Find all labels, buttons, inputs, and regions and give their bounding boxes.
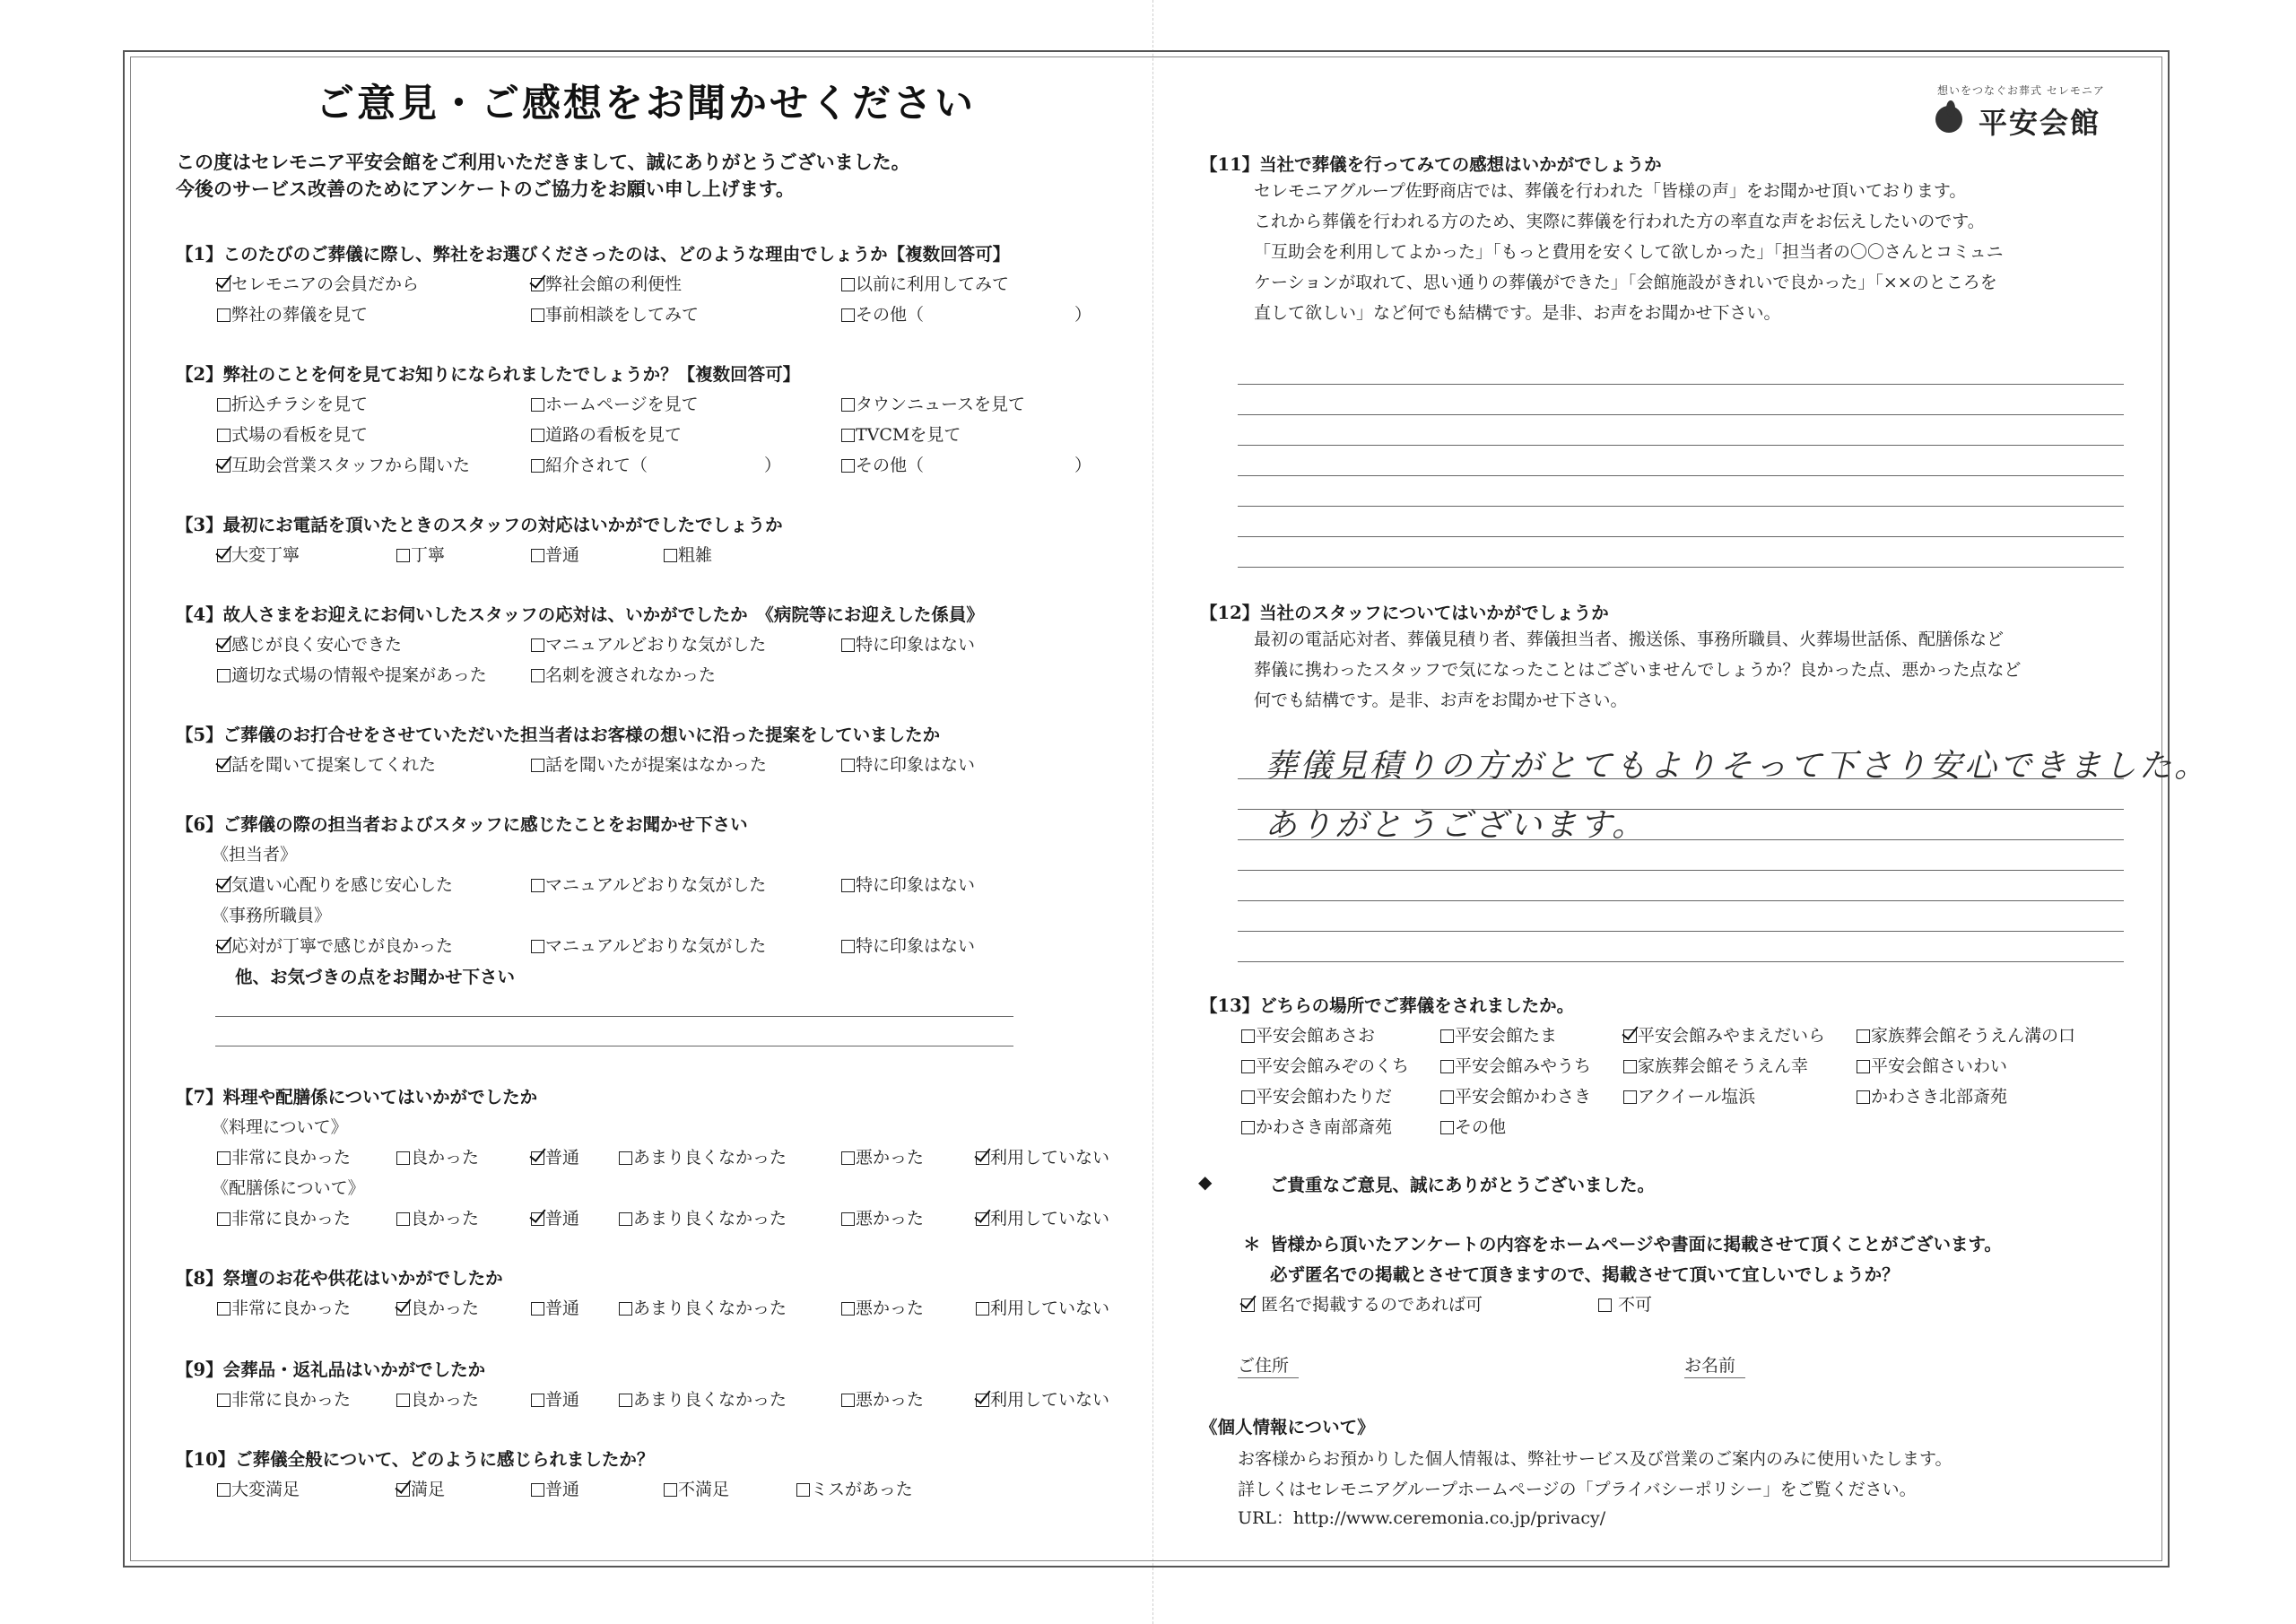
checkbox[interactable]	[1241, 1029, 1255, 1043]
q9-option[interactable]: 非常に良かった	[217, 1386, 351, 1411]
checkbox[interactable]	[841, 429, 855, 442]
checkbox[interactable]	[531, 459, 544, 473]
q6-answer-line[interactable]	[215, 1016, 1013, 1017]
q7-food-option[interactable]: 普通	[531, 1144, 579, 1168]
checkbox-checked[interactable]	[217, 638, 230, 652]
checkbox[interactable]	[664, 549, 677, 562]
q4-option[interactable]: 名刺を渡されなかった	[531, 662, 716, 686]
checkbox[interactable]	[841, 398, 855, 412]
q12-answer-line[interactable]	[1238, 839, 2124, 840]
q7-serving-option[interactable]: 普通	[531, 1205, 579, 1229]
q13-option[interactable]: かわさき南部斎苑	[1241, 1114, 1392, 1138]
q11-text-line: これから葬儀を行われる方のため、実際に葬儀を行われた方の率直な声をお伝えしたいのです。	[1254, 212, 1985, 231]
checkbox[interactable]	[217, 429, 230, 442]
checkbox[interactable]	[531, 308, 544, 322]
checkbox[interactable]	[619, 1394, 632, 1407]
logo-tagline: 想いをつなぐお葬式 セレモニア	[1937, 84, 2105, 97]
checkbox-checked[interactable]	[217, 549, 230, 562]
q12-answer-line[interactable]	[1238, 870, 2124, 871]
q13-title: 【13】どちらの場所でご葬儀をされましたか。	[1200, 995, 1575, 1016]
q9-option[interactable]: あまり良くなかった	[619, 1386, 787, 1411]
q1-option[interactable]: 弊社の葬儀を見て	[217, 301, 368, 326]
checkbox[interactable]	[841, 638, 855, 652]
q3-option[interactable]: 大変丁寧	[217, 542, 300, 566]
q3-title: 【3】最初にお電話を頂いたときのスタッフの対応はいかがでしたでしょうか	[176, 515, 783, 535]
q11-answer-line[interactable]	[1238, 384, 2124, 385]
q6-option[interactable]: 気遣い心配りを感じ安心した	[217, 872, 453, 896]
checkbox[interactable]	[841, 1212, 855, 1226]
q1-title: 【1】このたびのご葬儀に際し、弊社をお選びくださったのは、どのような理由でしょうか【複数回答可】	[176, 244, 1011, 265]
q7-serving-option[interactable]: 良かった	[396, 1205, 479, 1229]
q2-title: 【2】弊社のことを何を見てお知りになられましたでしょうか？【複数回答可】	[176, 364, 801, 385]
checkbox[interactable]	[841, 1394, 855, 1407]
checkbox[interactable]	[217, 1212, 230, 1226]
privacy-title: 《個人情報について》	[1200, 1417, 1375, 1437]
publish-text-line: 必ず匿名での掲載とさせて頂きますので、掲載させて頂いて宜しいでしょうか？	[1270, 1264, 1900, 1285]
q3-option[interactable]: 丁寧	[396, 542, 445, 566]
q2-option[interactable]: ホームページを見て	[531, 391, 699, 415]
q1-option[interactable]: セレモニアの会員だから	[217, 271, 419, 295]
q12-text-line: 葬儀に携わったスタッフで気になったことはございませんでしょうか？良かった点、悪かった点など	[1254, 660, 2022, 680]
checkbox[interactable]	[1241, 1060, 1255, 1073]
checkbox[interactable]	[1857, 1029, 1870, 1043]
checkbox-checked[interactable]	[396, 1483, 410, 1497]
q9-option[interactable]: 普通	[531, 1386, 579, 1411]
q10-option[interactable]: 満足	[396, 1476, 445, 1500]
checkbox[interactable]	[1241, 1121, 1255, 1134]
q6-title: 【6】ご葬儀の際の担当者およびスタッフに感じたことをお聞かせ下さい	[176, 814, 748, 835]
checkbox[interactable]	[841, 459, 855, 473]
checkbox[interactable]	[1440, 1060, 1454, 1073]
publish-option-anonymous[interactable]: 匿名で掲載するのであれば可	[1241, 1291, 1483, 1316]
checkbox-checked[interactable]	[217, 459, 230, 473]
q11-answer-line[interactable]	[1238, 506, 2124, 507]
checkbox-checked[interactable]	[217, 879, 230, 892]
checkbox[interactable]	[396, 1151, 410, 1165]
q8-option[interactable]: 普通	[531, 1295, 579, 1319]
q7-food-option[interactable]: 良かった	[396, 1144, 479, 1168]
checkbox[interactable]	[1857, 1090, 1870, 1104]
q3-option[interactable]: 粗雑	[664, 542, 712, 566]
checkbox[interactable]	[841, 879, 855, 892]
handwritten-comment-line: 葬儀見積りの方がとてもよりそって下さり安心できました。	[1265, 748, 2210, 785]
q8-option[interactable]: 利用していない	[976, 1295, 1109, 1319]
name-field[interactable]	[1684, 1377, 1745, 1378]
q6-sub-office: 《事務所職員》	[212, 906, 332, 925]
q6-option[interactable]: マニュアルどおりな気がした	[531, 933, 766, 957]
checkbox[interactable]	[531, 638, 544, 652]
privacy-text-line: お客様からお預かりした個人情報は、弊社サービス及び営業のご案内のみに使用いたします。	[1238, 1449, 1952, 1469]
q7-food-option[interactable]: 利用していない	[976, 1144, 1109, 1168]
q4-option[interactable]: 適切な式場の情報や提案があった	[217, 662, 487, 686]
q2-option[interactable]: 式場の看板を見て	[217, 421, 368, 446]
q12-answer-line[interactable]	[1238, 809, 2124, 810]
checkbox[interactable]	[217, 1394, 230, 1407]
checkbox[interactable]	[1440, 1121, 1454, 1134]
q2-option-referral[interactable]: 紹介されて（	[531, 452, 648, 476]
intro-line-1: この度はセレモニア平安会館をご利用いただきまして、誠にありがとうございました。	[176, 151, 910, 173]
q1-other-close: ）	[1074, 305, 1092, 325]
checkbox[interactable]	[976, 1302, 989, 1316]
checkbox-checked[interactable]	[396, 1302, 410, 1316]
q11-answer-line[interactable]	[1238, 445, 2124, 446]
checkbox[interactable]	[841, 278, 855, 291]
q10-title: 【10】ご葬儀全般について、どのように感じられましたか？	[176, 1449, 655, 1470]
checkbox[interactable]	[619, 1212, 632, 1226]
checkbox[interactable]	[1623, 1090, 1637, 1104]
q4-option[interactable]: 特に印象はない	[841, 631, 975, 656]
q9-option[interactable]: 利用していない	[976, 1386, 1109, 1411]
q12-answer-line[interactable]	[1238, 778, 2124, 779]
checkbox[interactable]	[396, 1394, 410, 1407]
q12-answer-line[interactable]	[1238, 961, 2124, 962]
publish-option-no[interactable]: 不可	[1598, 1291, 1652, 1316]
q2-referral-close: ）	[764, 456, 782, 475]
q7-sub-serving: 《配膳係について》	[212, 1178, 365, 1198]
q11-answer-line[interactable]	[1238, 475, 2124, 476]
heian-logo-icon	[1935, 106, 1962, 133]
q11-text-line: ケーションが取れて、思い通りの葬儀ができた」「会館施設がきれいで良かった」「××のところを	[1254, 273, 1997, 292]
q4-option[interactable]: マニュアルどおりな気がした	[531, 631, 766, 656]
checkbox[interactable]	[396, 549, 410, 562]
q10-option[interactable]: 不満足	[664, 1476, 729, 1500]
checkbox-checked[interactable]	[531, 1151, 544, 1165]
checkbox[interactable]	[1241, 1090, 1255, 1104]
q3-option[interactable]: 普通	[531, 542, 579, 566]
q7-serving-option[interactable]: あまり良くなかった	[619, 1205, 787, 1229]
q13-option[interactable]: 平安会館わたりだ	[1241, 1083, 1392, 1107]
q13-option[interactable]: 家族葬会館そうえん幸	[1623, 1053, 1808, 1077]
q7-sub-food: 《料理について》	[212, 1117, 348, 1137]
checkbox[interactable]	[531, 429, 544, 442]
checkbox[interactable]	[841, 940, 855, 953]
q13-option[interactable]: 平安会館たま	[1440, 1022, 1557, 1046]
checkbox[interactable]	[1857, 1060, 1870, 1073]
checkbox[interactable]	[217, 669, 230, 682]
checkbox[interactable]	[217, 1151, 230, 1165]
checkbox[interactable]	[531, 759, 544, 772]
q8-title: 【8】祭壇のお花や供花はいかがでしたか	[176, 1268, 503, 1289]
checkbox-checked[interactable]	[1623, 1029, 1637, 1043]
checkbox[interactable]	[531, 879, 544, 892]
q6-other-prompt: 他、お気づきの点をお聞かせ下さい	[235, 967, 516, 987]
q11-answer-line[interactable]	[1238, 414, 2124, 415]
checkbox[interactable]	[664, 1483, 677, 1497]
q5-option[interactable]: 特に印象はない	[841, 751, 975, 776]
q11-text-line: 直して欲しい」など何でも結構です。是非、お声をお聞かせ下さい。	[1254, 303, 1781, 323]
q7-food-option[interactable]: 悪かった	[841, 1144, 924, 1168]
q11-answer-line[interactable]	[1238, 567, 2124, 568]
q13-option[interactable]: 平安会館みやうち	[1440, 1053, 1591, 1077]
thanks-text: ご貴重なご意見、誠にありがとうございました。	[1270, 1175, 1656, 1195]
privacy-text-line: 詳しくはセレモニアグループホームページの「プライバシーポリシー」をご覧ください。	[1238, 1480, 1917, 1499]
checkbox[interactable]	[531, 669, 544, 682]
q2-option[interactable]: 道路の看板を見て	[531, 421, 682, 446]
checkbox[interactable]	[531, 398, 544, 412]
q7-serving-option[interactable]: 利用していない	[976, 1205, 1109, 1229]
handwritten-comment-line: ありがとうございます。	[1265, 807, 1648, 844]
intro-line-2: 今後のサービス改善のためにアンケートのご協力をお願い申し上げます。	[176, 178, 796, 200]
q12-text-line: 最初の電話応対者、葬儀見積り者、葬儀担当者、搬送係、事務所職員、火葬場世話係、配膳係など	[1254, 630, 2005, 649]
q1-option[interactable]: 事前相談をしてみて	[531, 301, 699, 326]
checkbox-checked[interactable]	[217, 278, 230, 291]
checkbox[interactable]	[217, 398, 230, 412]
checkbox[interactable]	[1440, 1029, 1454, 1043]
q6-sub-staff: 《担当者》	[212, 845, 298, 864]
checkbox[interactable]	[217, 308, 230, 322]
publish-text-line: 皆様から頂いたアンケートの内容をホームページや書面に掲載させて頂くことがございます。	[1270, 1234, 2002, 1255]
q11-title: 【11】当社で葬儀を行ってみての感想はいかがでしょうか	[1200, 154, 1662, 175]
checkbox-checked[interactable]	[531, 278, 544, 291]
q12-title: 【12】当社のスタッフについてはいかがでしょうか	[1200, 603, 1609, 623]
q7-serving-option[interactable]: 非常に良かった	[217, 1205, 351, 1229]
q5-option[interactable]: 話を聞いたが提案はなかった	[531, 751, 767, 776]
checkbox[interactable]	[531, 940, 544, 953]
checkbox-checked[interactable]	[531, 1212, 544, 1226]
checkbox-checked[interactable]	[217, 759, 230, 772]
q8-option[interactable]: あまり良くなかった	[619, 1295, 787, 1319]
q13-option[interactable]: 平安会館みぞのくち	[1241, 1053, 1409, 1077]
checkbox[interactable]	[531, 1302, 544, 1316]
checkbox[interactable]	[217, 1483, 230, 1497]
checkbox-checked[interactable]	[976, 1151, 989, 1165]
q9-title: 【9】会葬品・返礼品はいかがでしたか	[176, 1359, 486, 1380]
q13-option[interactable]: アクイール塩浜	[1623, 1083, 1755, 1107]
q13-option[interactable]: 平安会館みやまえだいら	[1623, 1022, 1825, 1046]
q8-option[interactable]: 非常に良かった	[217, 1295, 351, 1319]
q12-answer-line[interactable]	[1238, 900, 2124, 901]
q1-option[interactable]: 弊社会館の利便性	[531, 271, 682, 295]
checkbox-checked[interactable]	[976, 1212, 989, 1226]
diamond-icon: ◆	[1198, 1171, 1213, 1193]
name-label: お名前	[1684, 1356, 1736, 1376]
checkbox[interactable]	[396, 1212, 410, 1226]
q7-title: 【7】料理や配膳係についてはいかがでしたか	[176, 1087, 538, 1107]
q13-option[interactable]: 家族葬会館そうえん溝の口	[1857, 1022, 2075, 1046]
checkbox-checked[interactable]	[217, 940, 230, 953]
q11-text-line: セレモニアグループ佐野商店では、葬儀を行われた「皆様の声」をお聞かせ頂いております。	[1254, 181, 1967, 201]
q11-answer-line[interactable]	[1238, 536, 2124, 537]
q7-food-option[interactable]: 非常に良かった	[217, 1144, 351, 1168]
q12-text-line: 何でも結構です。是非、お声をお聞かせ下さい。	[1254, 690, 1628, 710]
q13-option[interactable]: 平安会館さいわい	[1857, 1053, 2007, 1077]
q4-option[interactable]: 感じが良く安心できた	[217, 631, 402, 656]
q2-option[interactable]: 互助会営業スタッフから聞いた	[217, 452, 470, 476]
q13-option[interactable]: その他	[1440, 1114, 1506, 1138]
q2-option[interactable]: 折込チラシを見て	[217, 391, 368, 415]
checkbox[interactable]	[796, 1483, 810, 1497]
q7-serving-option[interactable]: 悪かった	[841, 1205, 924, 1229]
q6-option[interactable]: 応対が丁寧で感じが良かった	[217, 933, 453, 957]
q1-option-other[interactable]: その他（	[841, 301, 924, 326]
q5-option[interactable]: 話を聞いて提案してくれた	[217, 751, 436, 776]
checkbox[interactable]	[1440, 1090, 1454, 1104]
checkbox[interactable]	[1623, 1060, 1637, 1073]
checkbox-checked[interactable]	[976, 1394, 989, 1407]
checkbox[interactable]	[619, 1302, 632, 1316]
q9-option[interactable]: 良かった	[396, 1386, 479, 1411]
checkbox[interactable]	[619, 1151, 632, 1165]
checkbox[interactable]	[841, 759, 855, 772]
page-title: ご意見・ご感想をお聞かせください	[316, 82, 976, 126]
q13-option[interactable]: 平安会館あさお	[1241, 1022, 1375, 1046]
checkbox-checked[interactable]	[1241, 1298, 1255, 1312]
address-field[interactable]	[1238, 1377, 1299, 1378]
q9-option[interactable]: 悪かった	[841, 1386, 924, 1411]
q2-option[interactable]: タウンニュースを見て	[841, 391, 1025, 415]
checkbox[interactable]	[1598, 1298, 1612, 1312]
logo-name: 平安会館	[1979, 106, 2101, 140]
q13-option[interactable]: かわさき北部斎苑	[1857, 1083, 2007, 1107]
q10-option[interactable]: 大変満足	[217, 1476, 300, 1500]
address-label: ご住所	[1238, 1356, 1290, 1376]
q1-option[interactable]: 以前に利用してみて	[841, 271, 1009, 295]
q2-option-other[interactable]: その他（	[841, 452, 924, 476]
q11-text-line: 「互助会を利用してよかった」「もっと費用を安くして欲しかった」「担当者の〇〇さんとコミュニ	[1254, 242, 2004, 262]
checkbox[interactable]	[841, 1151, 855, 1165]
q6-option[interactable]: 特に印象はない	[841, 872, 975, 896]
q4-title: 【4】故人さまをお迎えにお伺いしたスタッフの応対は、いかがでしたか 《病院等にお迎えした係員》	[176, 604, 984, 625]
privacy-url-link[interactable]: URL：http://www.ceremonia.co.jp/privacy/	[1238, 1508, 1606, 1528]
checkbox[interactable]	[217, 1302, 230, 1316]
q10-option[interactable]: 普通	[531, 1476, 579, 1500]
asterisk-icon: ＊	[1243, 1234, 1261, 1255]
q5-title: 【5】ご葬儀のお打合せをさせていただいた担当者はお客様の想いに沿った提案をしていましたか	[176, 725, 941, 745]
q6-option[interactable]: マニュアルどおりな気がした	[531, 872, 766, 896]
checkbox[interactable]	[841, 1302, 855, 1316]
q2-other-close: ）	[1074, 456, 1092, 475]
q13-option[interactable]: 平安会館かわさき	[1440, 1083, 1591, 1107]
q10-option[interactable]: ミスがあった	[796, 1476, 913, 1500]
checkbox[interactable]	[531, 549, 544, 562]
q2-option[interactable]: TVCMを見て	[841, 421, 961, 446]
q8-option[interactable]: 良かった	[396, 1295, 479, 1319]
q8-option[interactable]: 悪かった	[841, 1295, 924, 1319]
checkbox[interactable]	[531, 1394, 544, 1407]
checkbox[interactable]	[841, 308, 855, 322]
checkbox[interactable]	[531, 1483, 544, 1497]
q12-answer-line[interactable]	[1238, 931, 2124, 932]
q7-food-option[interactable]: あまり良くなかった	[619, 1144, 787, 1168]
q6-option[interactable]: 特に印象はない	[841, 933, 975, 957]
